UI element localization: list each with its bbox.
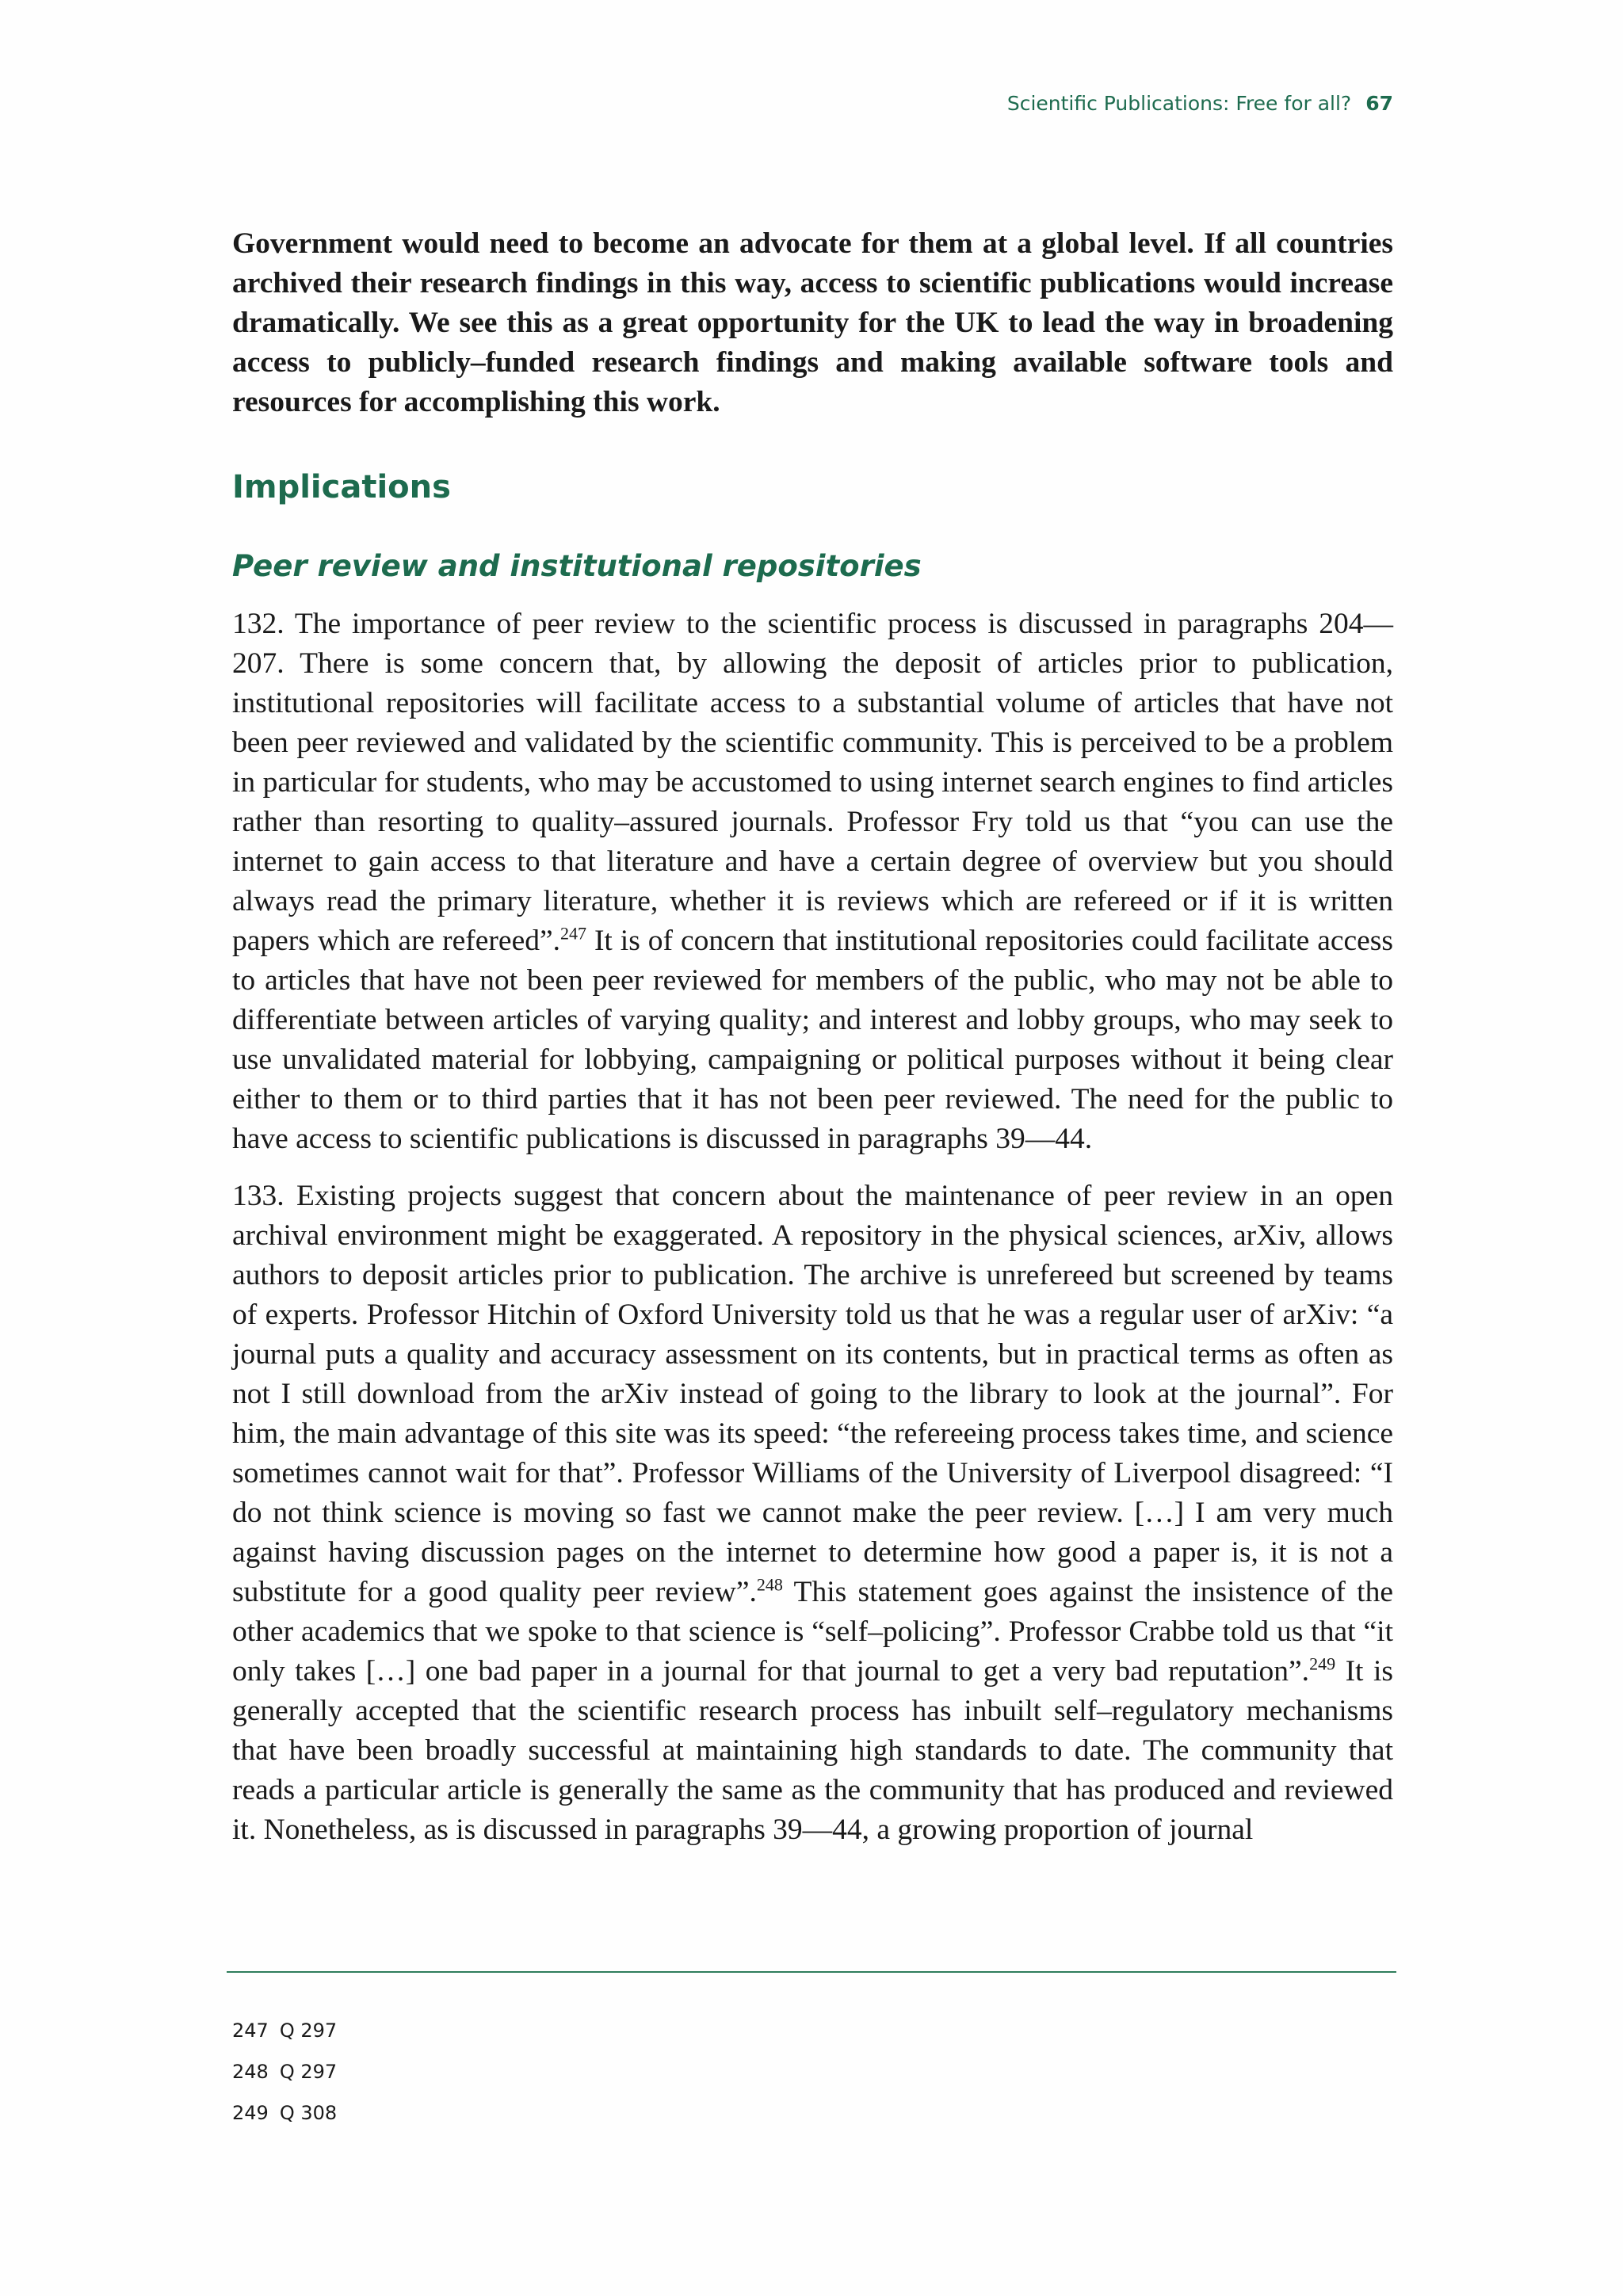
conclusion-paragraph: Government would need to become an advocate for them at a global level. If all countries archived their research findings in this way, access to scientific publications would increase dramatically. We see this as a great opportunity for the UK to lead the way in broadening access to publicly–funded research findings and making available software tools and resources for accomplishing this work. [232,227,1393,418]
footnote-number: 249 [232,2102,269,2124]
paragraph-132 [232,605,1393,1159]
footnote-number: 247 [232,2019,269,2042]
paragraph-132-text-b: It is of concern that institutional repositories could facilitate access to articles that have not been peer reviewed for members of the public, who may not be able to differentiate between articles of varying quality; and interest and lobby groups, who may seek to use unvalidated material for lobbying, campaigning or political purposes without it being clear either to them or to third parties that it has not been peer reviewed. The need for the public to have access to scientific publications is discussed in paragraphs 39—44. [232,925,1393,1155]
footnote-ref-248[interactable]: 248 [756,1574,783,1595]
footnote-item [232,2060,337,2101]
footnote-text: Q 297 [279,2019,338,2042]
footnote-ref-247[interactable]: 247 [559,923,586,944]
paragraph-133-text-c: It is generally accepted that the scientific research process has inbuilt self–regulatory mechanisms that have been broadly successful at maintaining high standards to date. The community that reads a particular article is generally the same as the community that has produced and reviewed it. Nonetheless, as is discussed in paragraphs 39—44, a growing proportion of journal [232,1655,1393,1846]
footnote-divider [227,1971,1396,1973]
running-title: Scientific Publications: Free for all? [1006,92,1352,115]
footnotes [232,2019,337,2142]
subsection-heading: Peer review and institutional repositories [232,549,922,583]
footnote-ref-249[interactable]: 249 [1309,1653,1336,1674]
paragraph-133-text-a: 133. Existing projects suggest that concern about the maintenance of peer review in an open archival environment might be exaggerated. A repository in the physical sciences, arXiv, allows authors to deposit articles prior to publication. The archive is unrefereed but screened by teams of experts. Professor Hitchin of Oxford University told us that he was a regular user of arXiv: “a journal puts a quality and accuracy assessment on its contents, but in practical terms as often as not I still download from the arXiv instead of going to the library to look at the journal”. For him, the main advantage of this site was its speed: “the refereeing process takes time, and science sometimes cannot wait for that”. Professor Williams of the University of Liverpool disagreed: “I do not think science is moving so fast we cannot make the peer review. […] I am very much against having discussion pages on the internet to determine how good a paper is, it is not a substitute for a good quality peer review”. [232,1180,1393,1608]
footnote-text: Q 308 [279,2102,338,2124]
paragraph-132-text-a: 132. The importance of peer review to the scientific process is discussed in paragraphs 204—207. There is some concern that, by allowing the deposit of articles prior to publication, institutional repositories will facilitate access to a substantial volume of articles that have not been peer reviewed and validated by the scientific community. This is perceived to be a problem in particular for students, who may be accustomed to using internet search engines to find articles rather than resorting to quality–assured journals. Professor Fry told us that “you can use the internet to gain access to that literature and have a certain degree of overview but you should always read the primary literature, whether it is reviews which are refereed or if it is written papers which are refereed”. [232,608,1393,957]
footnote-item [232,2019,337,2060]
paragraph-133-text-b: This statement goes against the insistence of the other academics that we spoke to that science is “self–policing”. Professor Crabbe told us that “it only takes […] one bad paper in a journal for that journal to get a very bad reputation”. [232,1576,1393,1688]
footnote-item [232,2101,337,2142]
footnote-number: 248 [232,2061,269,2083]
section-heading: Implications [232,469,451,505]
main-content [232,224,1393,1850]
page-number: 67 [1365,92,1393,115]
paragraph-133 [232,1177,1393,1850]
footnote-text: Q 297 [279,2061,338,2083]
running-header [1007,92,1393,115]
